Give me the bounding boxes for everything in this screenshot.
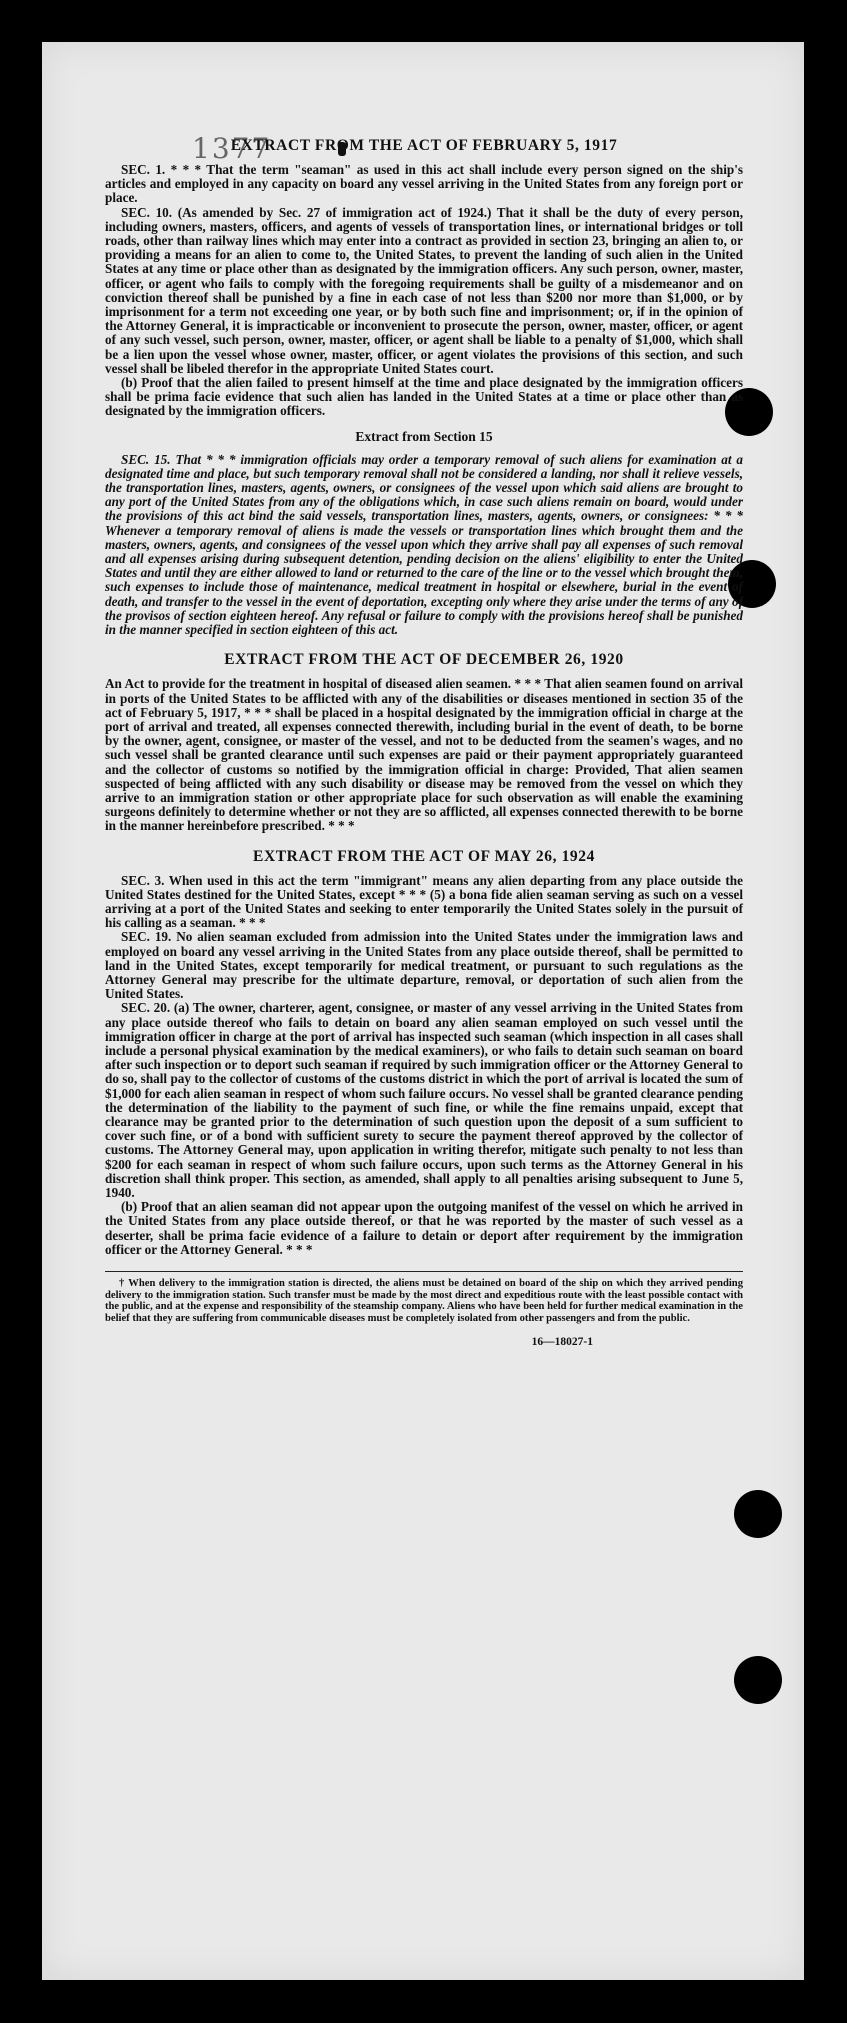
paragraph: SEC. 19. No alien seaman excluded from admission into the United States under the immigration laws and employed on board any vessel arriving in the United States from any place outside thereof, shall be permitted to land in the United States, except temporarily for medical treatment, or pursuant to such regulations as the Attorney General may prescribe for the ultimate departure, removal, or deportation of such alien from the United States. — [105, 929, 743, 1002]
paragraph: SEC. 15. That * * * immigration officials may order a temporary removal of such aliens for examination at a designated time and place, but such temporary removal shall not be considered a landing, nor shall it relieve vessels, the transportation lines, masters, agents, owners, or consignees of the vessel upon which said aliens are brought to any port of the United States from any of the obligations which, in case such aliens remain on board, would under the provisions of this act bind the said vessels, transportation lines, masters, agents, owners, or consignees: * * * Whenever a temporary removal of aliens is made the vessels or transportation lines which brought them and the masters, owners, agents, and consignees of the vessel upon which they arrive shall pay all expenses of such removal and all expenses arising during subsequent detention, pending decision on the aliens' eligibility to enter the United States and until they are either allowed to land or returned to the care of the line or to the vessel which brought them, such expenses to include those of maintenance, medical treatment in hospital or elsewhere, burial in the event of death, and transfer to the vessel in the event of deportation, excepting only where they arise under the terms of any of the provisos of section eighteen hereof. Any refusal or failure to comply with the provisions hereof shall be punished in the manner specified in section eighteen of this act. — [105, 451, 743, 638]
subsection-title-15: Extract from Section 15 — [355, 428, 493, 444]
section-title-1924: EXTRACT FROM THE ACT OF MAY 26, 1924 — [253, 847, 595, 865]
paragraph: SEC. 3. When used in this act the term "immigrant" means any alien departing from any place outside the United States destined for the United States, except * * * (5) a bona fide alien seaman serving as such on a vessel arriving at a port of the United States and seeking to enter temporarily the United States solely in the pursuit of his calling as a seaman. * * * — [105, 872, 743, 931]
paragraph: (b) Proof that the alien failed to present himself at the time and place designated by the immigration officers shall be prima facie evidence that such alien has landed in the United States at a time or place other than as designated by the immigration officers. — [105, 375, 743, 419]
document-body — [105, 137, 743, 1348]
handwritten-mark: 1377 — [192, 132, 272, 165]
footnote: † When delivery to the immigration station is directed, the aliens must be detained on board of the ship on which they arrived pending delivery to the immigration station. Such transfer must be made by the most direct and expeditious route with the least possible contact with the public, and at the expense and responsibility of the steamship company. Aliens who have been held for further medical examination in the belief that they are suffering from communicable diseases must be completely isolated from other passengers and from the public. — [105, 1278, 743, 1324]
section-title-1920: EXTRACT FROM THE ACT OF DECEMBER 26, 1920 — [224, 651, 624, 669]
document-page — [42, 42, 804, 1980]
footnote-divider — [105, 1271, 743, 1272]
paragraph: An Act to provide for the treatment in hospital of diseased alien seamen. * * * That alien seamen found on arrival in ports of the United States to be afflicted with any of the disabilities or diseases mentioned in section 35 of the act of February 5, 1917, * * * shall be placed in a hospital designated by the immigration official in charge at the port of arrival and treated, all expenses connected therewith, including burial in the event of death, to be borne by the owner, agent, consignee, or master of the vessel, and not to be deducted from the seamen's wages, and no such vessel shall be granted clearance until such expenses are paid or their payment appropriately guaranteed and the collector of customs so notified by the immigration official in charge: Provided, That alien seamen suspected of being afflicted with any such disability or disease may be removed from the vessel on which they arrive to an immigration station or other appropriate place for such observation as will enable the examining surgeons definitely to determine whether or not they are so afflicted, all expenses connected therewith to be borne in the manner hereinbefore prescribed. * * * — [105, 676, 743, 834]
punch-hole — [734, 1656, 782, 1704]
paragraph: (b) Proof that an alien seaman did not appear upon the outgoing manifest of the vessel on which he arrived in the United States from any place outside thereof, or that he was reported by the master of such vessel as a deserter, shall be prima facie evidence of a failure to detain or deport after requirement by the immigration officer or the Attorney General. * * * — [105, 1199, 743, 1257]
form-number: 16—18027-1 — [531, 1336, 593, 1349]
paragraph: SEC. 20. (a) The owner, charterer, agent, consignee, or master of any vessel arriving in the United States from any place outside thereof who fails to detain on board any alien seaman employed on such vessel until the immigration officer in charge at the port of arrival has inspected such seaman (which inspection in all cases shall include a personal physical examination by the medical examiners), or who fails to detain such seaman on board after such inspection or to deport such seaman if required by such immigration officer or the Attorney General to do so, shall pay to the collector of customs of the customs district in which the port of arrival is located the sum of $1,000 for each alien seaman in respect of whom such failure occurs. No vessel shall be granted clearance pending the determination of the liability to the payment of such fine, or while the fine remains unpaid, except that clearance may be granted prior to the determination of such question upon the deposit of a sum sufficient to cover such fine, or of a bond with sufficient surety to secure the payment thereof approved by the collector of customs. The Attorney General may, upon application in writing therefor, mitigate such penalty to not less than $200 for each seaman in respect of whom such failure occurs, upon such terms as the Attorney General in his discretion shall think proper. This section, as amended, shall apply to all penalties arising subsequent to June 5, 1940. — [105, 1000, 743, 1200]
section-title-1917: EXTRACT FROM THE ACT OF FEBRUARY 5, 1917 — [230, 137, 618, 154]
paragraph: SEC. 1. * * * That the term "seaman" as used in this act shall include every person signed on the ship's articles and employed in any capacity on board any vessel arriving in the United States from any foreign port or place. — [105, 162, 743, 206]
punch-hole — [734, 1490, 782, 1538]
paragraph: SEC. 10. (As amended by Sec. 27 of immigration act of 1924.) That it shall be the duty of every person, including owners, masters, officers, and agents of vessels of transportation lines, or international bridges or toll roads, other than railway lines which may enter into a contract as provided in section 23, bringing an alien to, or providing a means for an alien to come to, the United States, to prevent the landing of such alien in the United States at any time or place other than as designated by the immigration officers. Any such person, owner, master, officer, or agent who fails to comply with the foregoing requirements shall be guilty of a misdemeanor and on conviction thereof shall be punished by a fine in each case of not less than $200 nor more than $1,000, or by imprisonment for a term not exceeding one year, or by both such fine and imprisonment; or, if in the opinion of the Attorney General, it is impracticable or inconvenient to prosecute the person, owner, master, officer, or agent of any such vessel, such person, owner, master, officer, or agent shall be liable to a penalty of $1,000, which shall be a lien upon the vessel whose owner, master, officer, or agent violates the provisions of this section, and such vessel shall be libeled therefor in the appropriate United States court. — [105, 204, 743, 376]
